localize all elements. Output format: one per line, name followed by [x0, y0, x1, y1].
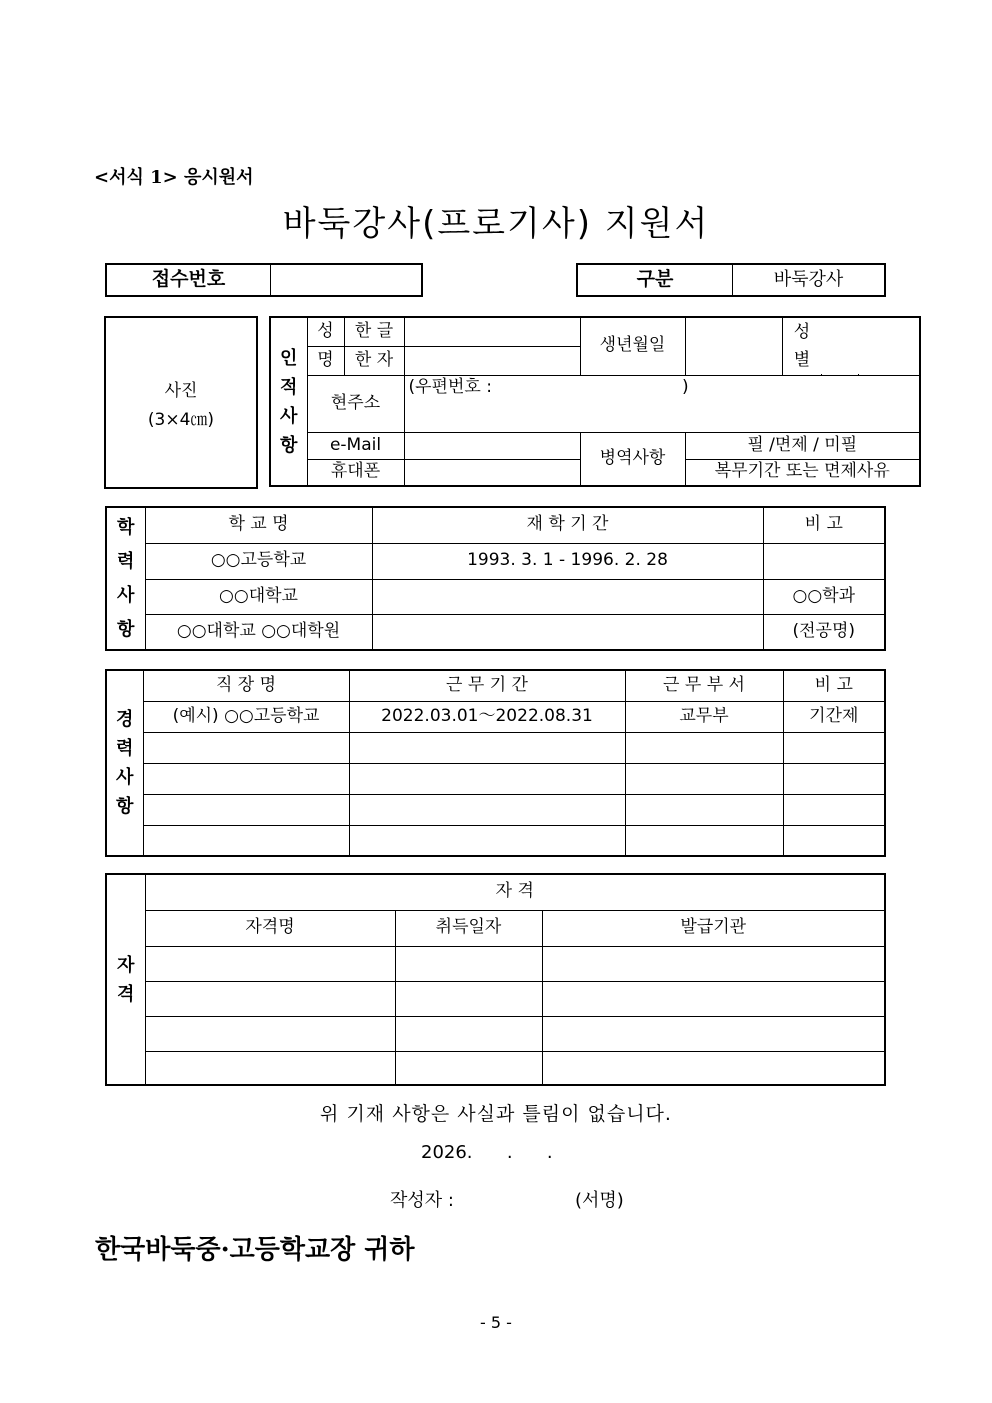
- page-title: 바둑강사(프로기사) 지원서: [282, 204, 710, 244]
- career-note-cell[interactable]: [783, 794, 885, 825]
- qual-issuer-cell[interactable]: [542, 981, 885, 1016]
- edu-note-cell[interactable]: [763, 543, 885, 579]
- military-label: 병역사항: [580, 432, 685, 486]
- category-box: [576, 263, 886, 297]
- table-row: [106, 763, 885, 794]
- signature-label: (서명): [575, 1190, 624, 1211]
- qual-date-cell[interactable]: [395, 1016, 542, 1051]
- career-department-cell[interactable]: [625, 825, 783, 856]
- qual-issuer-cell[interactable]: [542, 946, 885, 981]
- table-row: [106, 981, 885, 1016]
- photo-box[interactable]: [104, 316, 258, 489]
- name-label-1: 성: [307, 317, 344, 346]
- career-workplace-cell[interactable]: (예시) ○○고등학교: [143, 701, 349, 732]
- address-field[interactable]: [404, 375, 920, 432]
- qualification-table: [105, 873, 886, 1086]
- gender-field[interactable]: [821, 318, 884, 374]
- page-number: - 5 -: [480, 1313, 512, 1332]
- author-label: 작성자 :: [390, 1190, 454, 1211]
- table-row: [106, 825, 885, 856]
- addressee: 한국바둑중·고등학교장 귀하: [95, 1235, 415, 1265]
- qual-issuer-cell[interactable]: [542, 1016, 885, 1051]
- qual-name-cell[interactable]: [145, 1051, 395, 1085]
- declaration-text: 위 기재 사항은 사실과 틀림이 없습니다.: [320, 1103, 672, 1125]
- form-label: <서식 1> 응시원서: [94, 167, 254, 188]
- education-table: [105, 506, 886, 651]
- category-label: 구분: [577, 264, 733, 296]
- qual-header-issuer: 발급기관: [542, 910, 885, 946]
- hangul-name-field[interactable]: [404, 317, 580, 346]
- edu-period-cell[interactable]: 1993. 3. 1 - 1996. 2. 28: [372, 543, 763, 579]
- table-row: [106, 1051, 885, 1085]
- qual-header-name: 자격명: [145, 910, 395, 946]
- career-workplace-cell[interactable]: [143, 794, 349, 825]
- date-line[interactable]: 2026. . .: [421, 1142, 553, 1163]
- military-reason[interactable]: 복무기간 또는 면제사유: [685, 459, 920, 486]
- gender-label-2: 별: [793, 350, 811, 370]
- career-note-cell[interactable]: 기간제: [783, 701, 885, 732]
- address-prefix: (우편번호 :: [408, 376, 492, 397]
- edu-note-cell[interactable]: ○○학과: [763, 579, 885, 614]
- qual-date-cell[interactable]: [395, 946, 542, 981]
- gender-cell: [782, 318, 822, 375]
- career-workplace-cell[interactable]: [143, 763, 349, 794]
- career-period-cell[interactable]: 2022.03.01～2022.08.31: [349, 701, 625, 732]
- career-header-period: 근 무 기 간: [349, 670, 625, 701]
- edu-school-cell[interactable]: ○○대학교: [145, 579, 372, 614]
- qual-issuer-cell[interactable]: [542, 1051, 885, 1085]
- edu-period-cell[interactable]: [372, 579, 763, 614]
- gender-label-1: 성: [793, 322, 811, 342]
- career-table: [105, 669, 886, 857]
- qual-name-cell[interactable]: [145, 946, 395, 981]
- table-row: [106, 614, 885, 650]
- career-header-workplace: 직 장 명: [143, 670, 349, 701]
- career-workplace-cell[interactable]: [143, 732, 349, 763]
- email-label: e-Mail: [307, 432, 404, 459]
- hanja-label: 한 자: [344, 346, 404, 375]
- name-label-2: 명: [307, 346, 344, 375]
- receipt-label: 접수번호: [106, 264, 271, 296]
- career-note-cell[interactable]: [783, 825, 885, 856]
- edu-header-school: 학 교 명: [145, 507, 372, 543]
- career-department-cell[interactable]: [625, 794, 783, 825]
- edu-school-cell[interactable]: ○○고등학교: [145, 543, 372, 579]
- edu-header-note: 비 고: [763, 507, 885, 543]
- author-field[interactable]: [475, 1184, 570, 1210]
- table-row: [106, 946, 885, 981]
- receipt-value[interactable]: [271, 264, 423, 296]
- edu-note-cell[interactable]: (전공명): [763, 614, 885, 650]
- photo-label: 사진: [164, 381, 198, 401]
- education-section-label: 학 력 사 항: [106, 507, 145, 650]
- edu-header-period: 재 학 기 간: [372, 507, 763, 543]
- table-row: [106, 732, 885, 763]
- qual-header-date: 취득일자: [395, 910, 542, 946]
- table-row: [106, 543, 885, 579]
- table-row: [106, 794, 885, 825]
- table-row: [106, 1016, 885, 1051]
- edu-school-cell[interactable]: ○○대학교 ○○대학원: [145, 614, 372, 650]
- table-row: [106, 701, 885, 732]
- career-period-cell[interactable]: [349, 732, 625, 763]
- category-value[interactable]: 바둑강사: [733, 264, 886, 296]
- career-department-cell[interactable]: [625, 763, 783, 794]
- table-row: [106, 579, 885, 614]
- qualification-section-label: 자 격: [106, 874, 145, 1085]
- qual-date-cell[interactable]: [395, 1051, 542, 1085]
- career-period-cell[interactable]: [349, 794, 625, 825]
- hanja-name-field[interactable]: [404, 346, 580, 375]
- career-department-cell[interactable]: [625, 732, 783, 763]
- email-field[interactable]: [404, 432, 580, 459]
- military-options[interactable]: 필 /면제 / 미필: [685, 432, 920, 459]
- qual-name-cell[interactable]: [145, 981, 395, 1016]
- career-section-label: 경 력 사 항: [106, 670, 143, 856]
- career-header-department: 근 무 부 서: [625, 670, 783, 701]
- qual-name-cell[interactable]: [145, 1016, 395, 1051]
- address-suffix: ): [681, 376, 689, 397]
- career-header-note: 비 고: [783, 670, 885, 701]
- career-department-cell[interactable]: 교무부: [625, 701, 783, 732]
- address-label: 현주소: [307, 375, 404, 432]
- phone-label: 휴대폰: [307, 459, 404, 486]
- career-period-cell[interactable]: [349, 825, 625, 856]
- career-period-cell[interactable]: [349, 763, 625, 794]
- qual-date-cell[interactable]: [395, 981, 542, 1016]
- birth-label: 생년월일: [580, 317, 685, 375]
- career-workplace-cell[interactable]: [143, 825, 349, 856]
- hangul-label: 한 글: [344, 317, 404, 346]
- receipt-box: [105, 263, 423, 297]
- edu-period-cell[interactable]: [372, 614, 763, 650]
- photo-size: (3×4㎝): [147, 410, 215, 430]
- personal-section-label: 인 적 사 항: [270, 317, 307, 486]
- qualification-group-header: 자 격: [145, 874, 885, 910]
- career-note-cell[interactable]: [783, 732, 885, 763]
- career-note-cell[interactable]: [783, 763, 885, 794]
- phone-field[interactable]: [404, 459, 580, 486]
